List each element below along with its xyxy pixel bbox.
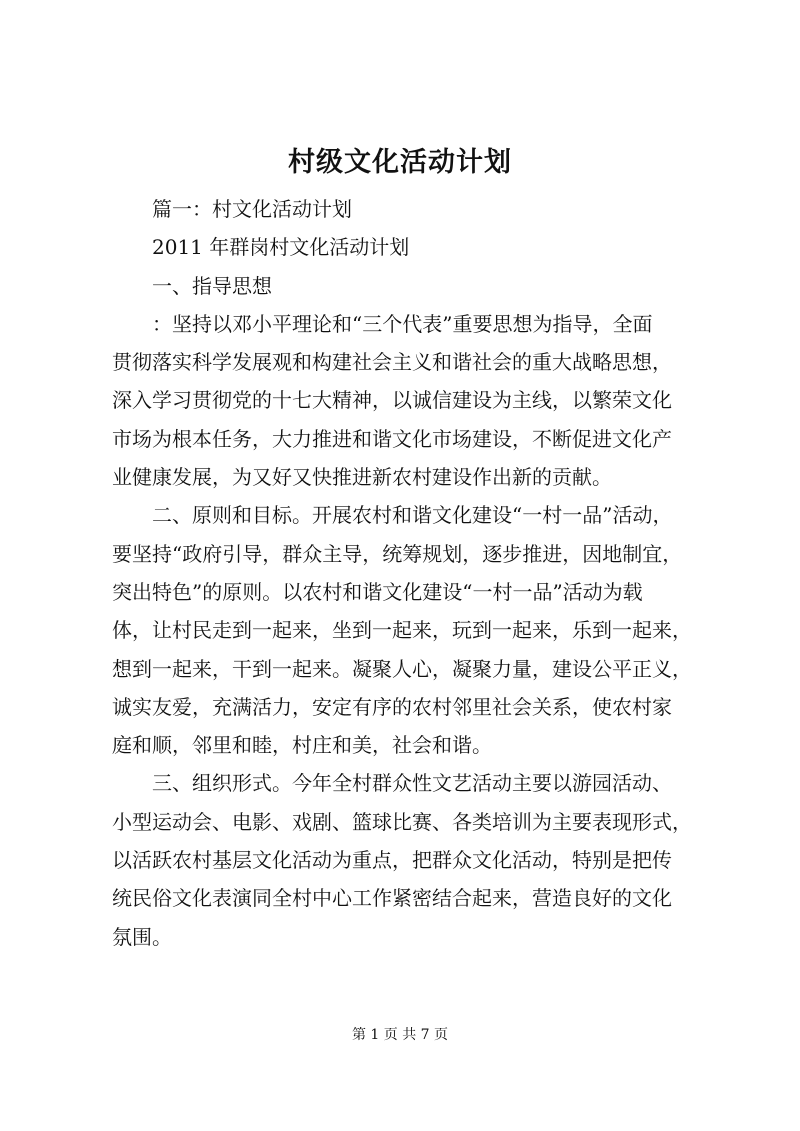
paragraph-line: 统民俗文化表演同全村中心工作紧密结合起来，营造良好的文化	[112, 886, 672, 911]
paragraph-line: 以活跃农村基层文化活动为重点，把群众文化活动，特别是把传	[112, 848, 672, 873]
paragraph-line: 体，让村民走到一起来，坐到一起来，玩到一起来，乐到一起来，	[112, 618, 692, 643]
paragraph-line: 突出特色”的原则。以农村和谐文化建设“一村一品”活动为载	[112, 579, 643, 604]
paragraph-line: 要坚持“政府引导，群众主导，统筹规划，逐步推进，因地制宜，	[112, 541, 683, 566]
paragraph-line: 二、原则和目标。开展农村和谐文化建设“一村一品”活动，	[152, 503, 673, 528]
paragraph-line: 诚实友爱，充满活力，安定有序的农村邻里社会关系，使农村家	[112, 694, 672, 719]
paragraph-line: ：坚持以邓小平理论和“三个代表”重要思想为指导，全面	[152, 311, 653, 336]
paragraph-line: 三、组织形式。今年全村群众性文艺活动主要以游园活动、	[152, 771, 672, 796]
paragraph-line: 小型运动会、电影、戏剧、篮球比赛、各类培训为主要表现形式，	[112, 809, 692, 834]
document-body	[112, 190, 712, 956]
paragraph-line: 贯彻落实科学发展观和构建社会主义和谐社会的重大战略思想，	[112, 350, 672, 375]
section-heading-guiding-thought: 一、指导思想	[152, 273, 272, 298]
paragraph-line: 想到一起来，干到一起来。凝聚人心，凝聚力量，建设公平正义，	[112, 656, 692, 681]
page-number-footer: 第 1 页 共 7 页	[351, 1027, 449, 1043]
section-heading-part-one: 篇一：村文化活动计划	[152, 197, 352, 221]
paragraph-line: 深入学习贯彻党的十七大精神，以诚信建设为主线，以繁荣文化	[112, 388, 672, 413]
paragraph-line: 业健康发展，为又好又快推进新农村建设作出新的贡献。	[112, 465, 612, 490]
document-title: 村级文化活动计划	[288, 147, 512, 178]
paragraph-line: 氛围。	[112, 924, 172, 949]
plan-title-line: 2011 年群岗村文化活动计划	[152, 235, 410, 260]
paragraph-line: 市场为根本任务，大力推进和谐文化市场建设，不断促进文化产	[112, 426, 672, 451]
paragraph-line: 庭和顺，邻里和睦，村庄和美，社会和谐。	[112, 733, 492, 758]
